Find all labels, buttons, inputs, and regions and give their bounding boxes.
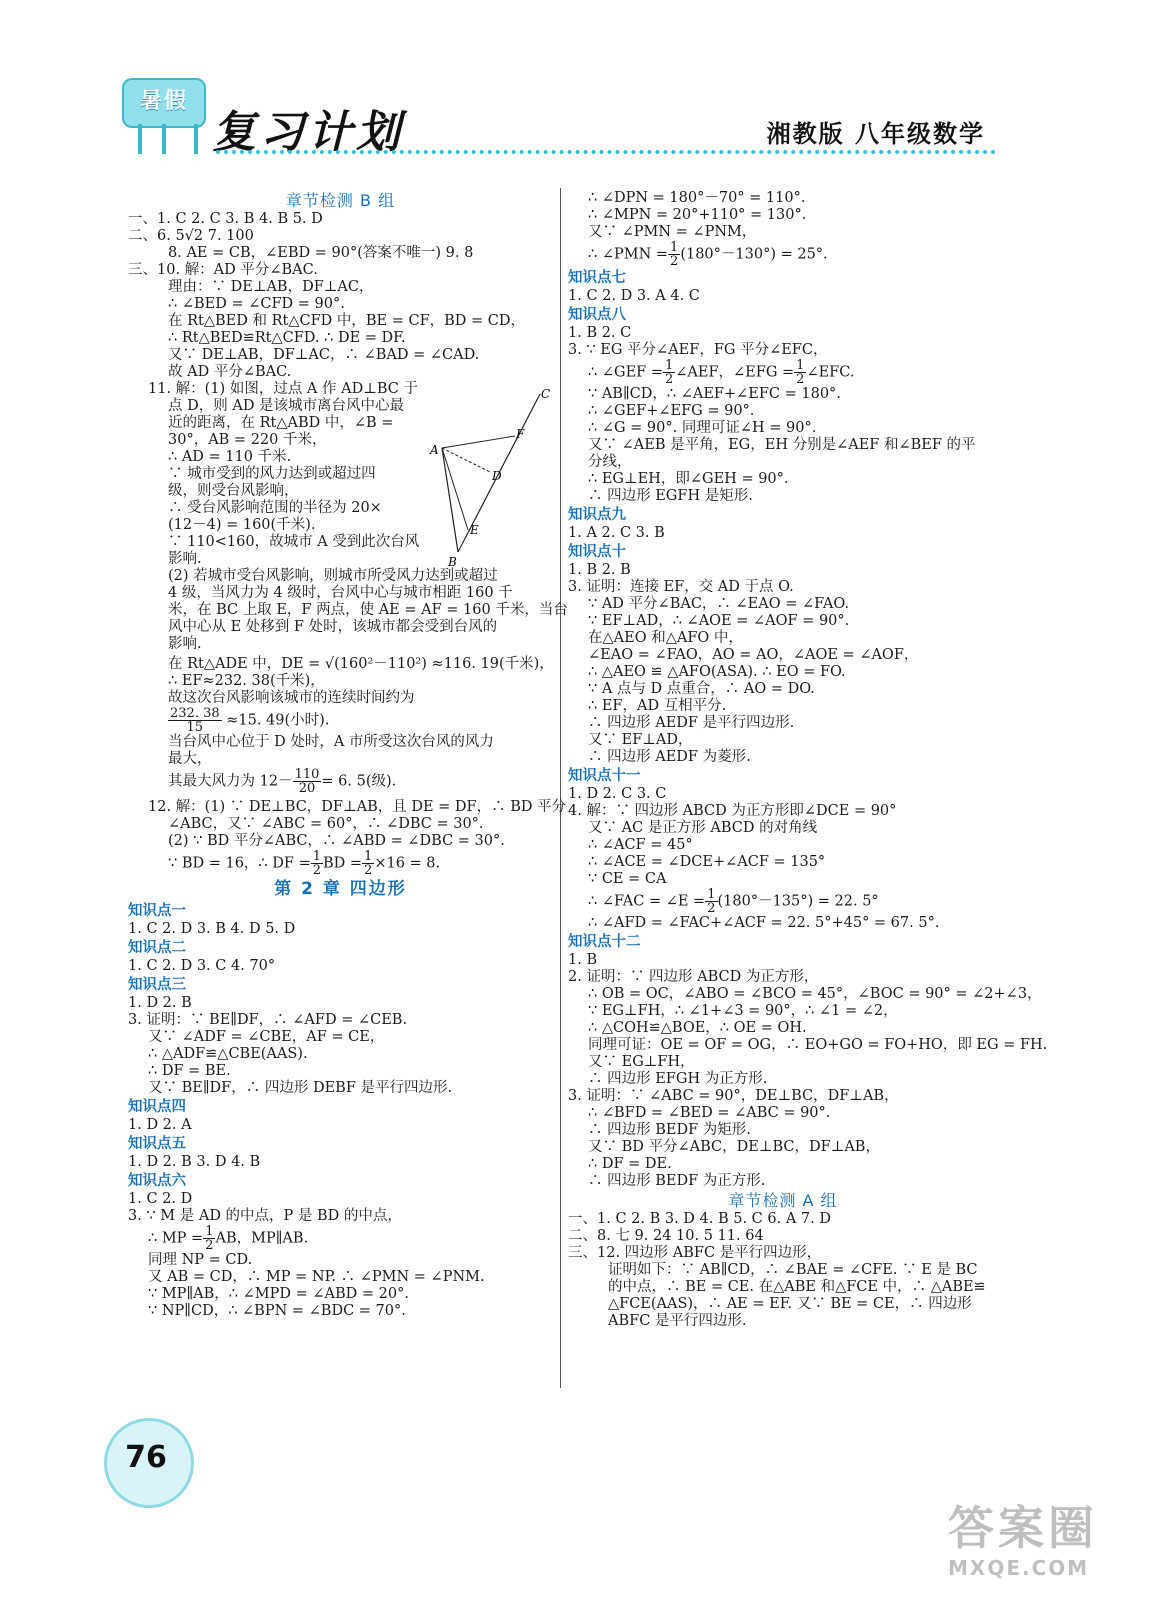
- fraction-line: $\frac{232. 38}{15}$ ≈15. 49(小时).: [170, 706, 330, 735]
- answer-line: 故这次台风影响该城市的连续时间约为: [168, 690, 415, 706]
- answer-line: ∴ EF≈232. 38(千米)，: [168, 673, 325, 689]
- answer-line: 二、8. 七 9. 24 10. 5 11. 64: [568, 1228, 764, 1244]
- label-c: C: [541, 388, 551, 401]
- watermark-text: 答案圈: [948, 1501, 1098, 1555]
- edition-label: 湘教版 八年级数学: [766, 119, 985, 148]
- fraction: $\frac{1}{2}$: [707, 887, 716, 916]
- answer-line: ∴ 受台风影响范围的半径为 20×: [168, 500, 382, 516]
- fraction-line: 其最大风力为 12－ $\frac{110}{20}$ = 6. 5(级).: [168, 767, 397, 796]
- label-e: E: [470, 523, 479, 537]
- answer-line: ∴ DF = DE.: [588, 1156, 672, 1172]
- segment-ab: [442, 448, 458, 552]
- header-dotted-rule: [216, 150, 996, 154]
- answer-line: ∵ AD 平分∠BAC，∴ ∠EAO = ∠FAO.: [588, 596, 850, 612]
- knowledge-point-heading: 知识点二: [128, 940, 186, 956]
- answer-line: ∵ EF⊥AD，∴ ∠AOE = ∠AOF = 90°.: [588, 613, 850, 629]
- fraction-line: ∴ ∠FAC = ∠E = $\frac{1}{2}$ (180°－135°) = 22. 5°: [588, 887, 879, 916]
- answer-line: 又∵ DE⊥AB，DF⊥AC，∴ ∠BAD = ∠CAD.: [168, 347, 480, 363]
- knowledge-point-heading: 知识点七: [568, 270, 626, 286]
- answer-line: 点 D，则 AD 是该城市离台风中心最: [168, 398, 405, 414]
- answer-line: ∴ ∠ACE = ∠DCE+∠ACF = 135°: [588, 854, 826, 870]
- answer-line: 11. 解：(1) 如图，过点 A 作 AD⊥BC 于: [148, 381, 418, 397]
- chapter-title: 第 2 章 四边形: [274, 879, 407, 899]
- label-a: A: [430, 443, 439, 457]
- answer-line: ∴ OB = OC，∠ABO = ∠BCO = 45°，∠BOC = 90° = ∠2+∠3，: [588, 986, 1042, 1002]
- answer-line: 1. B: [568, 952, 598, 968]
- easel-legs-icon: [138, 124, 198, 154]
- answer-line: 又∵ AC 是正方形 ABCD 的对角线: [588, 820, 818, 836]
- answer-line: ∵ NP∥CD，∴ ∠BPN = ∠BDC = 70°.: [148, 1303, 406, 1319]
- answer-line: 三、12. 四边形 ABFC 是平行四边形，: [568, 1245, 822, 1261]
- summer-badge: 暑假: [122, 78, 206, 128]
- fraction-line: ∵ BD = 16，∴ DF = $\frac{1}{2}$ BD = $\frac{1}{2}$ ×16 = 8.: [168, 849, 441, 878]
- answer-line: 1. D 2. B: [128, 995, 192, 1011]
- answer-line: 1. B 2. C: [568, 325, 632, 341]
- answer-line: 又∵ BE∥DF，∴ 四边形 DEBF 是平行四边形.: [148, 1080, 453, 1096]
- answer-line: △FCE(AAS)，∴ AE = EF. 又∵ BE = CE，∴ 四边形: [608, 1296, 972, 1312]
- answer-line: 在 Rt△ADE 中，DE = √(160²－110²) ≈116. 19(千米)，: [168, 656, 554, 672]
- answer-line: ∴ EG⊥EH，即∠GEH = 90°.: [588, 471, 789, 487]
- answer-line: (12－4) = 160(千米).: [168, 517, 316, 533]
- answer-line: ∴ ∠G = 90°. 同理可证∠H = 90°.: [588, 420, 817, 436]
- knowledge-point-heading: 知识点一: [128, 903, 186, 919]
- typhoon-triangle-diagram: [428, 388, 556, 568]
- fraction: $\frac{1}{2}$: [205, 1224, 214, 1253]
- answer-line: ∴ 四边形 EGFH 是矩形.: [588, 488, 753, 504]
- answer-line: 1. C 2. D: [128, 1191, 193, 1207]
- answer-line: 30°，AB = 220 千米，: [168, 432, 327, 448]
- watermark-logo: [948, 1500, 1148, 1596]
- answer-line: 又∵ EG⊥FH，: [588, 1054, 695, 1070]
- answer-line: 理由：∵ DE⊥AB，DF⊥AC，: [168, 279, 374, 295]
- answer-line: ∴ ∠AFD = ∠FAC+∠ACF = 22. 5°+45° = 67. 5°.: [588, 915, 940, 931]
- answer-line: 风中心从 E 处移到 F 处时，该城市都会受到台风的: [168, 619, 498, 635]
- answer-line: 3. 证明：连接 EF，交 AD 于点 O.: [568, 579, 794, 595]
- answer-line: 1. A 2. C 3. B: [568, 525, 665, 541]
- fraction: $\frac{232. 38}{15}$: [170, 706, 220, 735]
- fraction: $\frac{1}{2}$: [364, 849, 373, 878]
- knowledge-point-heading: 知识点十一: [568, 768, 641, 784]
- answer-line: 4 级，当风力为 4 级时，台风中心与城市相距 160 千: [168, 585, 513, 601]
- answer-line: 1. D 2. B 3. D 4. B: [128, 1154, 261, 1170]
- answer-line: 故 AD 平分∠BAC.: [168, 364, 292, 380]
- fraction-line: ∴ ∠PMN = $\frac{1}{2}$ (180°－130°) = 25°.: [588, 240, 828, 269]
- answer-line: ∴ AD = 110 千米.: [168, 449, 292, 465]
- knowledge-point-heading: 知识点六: [128, 1173, 186, 1189]
- answer-line: ∴ 四边形 EFGH 为正方形.: [588, 1071, 768, 1087]
- answer-line: ∵ AB∥CD，∴ ∠AEF+∠EFC = 180°.: [588, 386, 841, 402]
- answer-line: ∴ ∠GEF+∠EFG = 90°.: [588, 403, 755, 419]
- answer-line: 同理可证：OE = OF = OG，∴ EO+GO = FO+HO，即 EG = FH.: [588, 1037, 1048, 1053]
- answer-line: 同理 NP = CD.: [148, 1252, 253, 1268]
- answer-line: 影响.: [168, 551, 202, 567]
- fraction: $\frac{1}{2}$: [664, 358, 674, 387]
- answer-line: 1. C 2. D 3. A 4. C: [568, 288, 700, 304]
- answer-line: ∴ 四边形 BEDF 为正方形.: [588, 1173, 766, 1189]
- answer-line: ∴ ∠MPN = 20°+110° = 130°.: [588, 207, 807, 223]
- knowledge-point-heading: 知识点十二: [568, 934, 641, 950]
- answer-line: (2) 若城市受台风影响，则城市所受风力达到或超过: [168, 568, 498, 584]
- answer-line: 又 AB = CD，∴ MP = NP. ∴ ∠PMN = ∠PNM.: [148, 1269, 485, 1285]
- knowledge-point-heading: 知识点三: [128, 977, 186, 993]
- answer-line: 1. C 2. D 3. B 4. D 5. D: [128, 921, 296, 937]
- answer-line: ∴ ∠BED = ∠CFD = 90°.: [168, 296, 345, 312]
- answer-line: ∴ DF = BE.: [148, 1063, 231, 1079]
- answer-line: ∠EAO = ∠FAO，AO = AO，∠AOE = ∠AOF，: [588, 647, 919, 663]
- answer-line: 证明如下：∵ AB∥CD，∴ ∠BAE = ∠CFE. ∵ E 是 BC: [608, 1262, 978, 1278]
- knowledge-point-heading: 知识点九: [568, 507, 626, 523]
- answer-line: ∴ 四边形 BEDF 为矩形.: [588, 1122, 751, 1138]
- answer-line: 3. 证明：∵ BE∥DF，∴ ∠AFD = ∠CEB.: [128, 1012, 408, 1028]
- answer-line: 1. C 2. D 3. C 4. 70°: [128, 958, 276, 974]
- answer-line: 3. ∵ M 是 AD 的中点，P 是 BD 的中点，: [128, 1208, 402, 1224]
- answer-line: 级，则受台风影响，: [168, 483, 299, 499]
- answer-line: 2. 证明：∵ 四边形 ABCD 为正方形，: [568, 969, 819, 985]
- answer-line: 又∵ ∠PMN = ∠PNM，: [588, 224, 757, 240]
- answer-line: 12. 解：(1) ∵ DE⊥BC，DF⊥AB，且 DE = DF，∴ BD 平分: [148, 799, 567, 815]
- left-column: [128, 190, 568, 1320]
- answer-line: 最大，: [168, 751, 212, 767]
- fraction: $\frac{1}{2}$: [312, 849, 321, 878]
- answer-line: 一、1. C 2. C 3. B 4. B 5. D: [128, 211, 323, 227]
- fraction: $\frac{110}{20}$: [294, 767, 320, 796]
- answer-line: 又∵ ∠ADF = ∠CBE，AF = CE，: [148, 1029, 385, 1045]
- answer-line: 当台风中心位于 D 处时，A 市所受这次台风的风力: [168, 734, 494, 750]
- fraction: $\frac{1}{2}$: [670, 240, 679, 269]
- answer-line: 又∵ BD 平分∠ABC，DE⊥BC，DF⊥AB，: [588, 1139, 880, 1155]
- section-title-b: 章节检测 B 组: [285, 191, 396, 210]
- answer-line: ∵ A 点与 D 点重合，∴ AO = DO.: [588, 681, 815, 697]
- book-title: 复习计划: [212, 107, 404, 158]
- answer-line: 又∵ EF⊥AD，: [588, 732, 693, 748]
- section-title-a: 章节检测 A 组: [728, 1191, 838, 1210]
- answer-line: 二、6. 5√2 7. 100: [128, 228, 254, 244]
- answer-line: ∴ ∠BFD = ∠BED = ∠ABC = 90°.: [588, 1105, 831, 1121]
- knowledge-point-heading: 知识点八: [568, 307, 626, 323]
- answer-line: ABFC 是平行四边形.: [608, 1313, 747, 1329]
- fraction-line: ∴ MP = $\frac{1}{2}$ AB，MP∥AB.: [148, 1224, 309, 1253]
- answer-line: 一、1. C 2. B 3. D 4. B 5. C 6. A 7. D: [568, 1211, 831, 1227]
- answer-line: 分线，: [588, 454, 632, 470]
- fraction-line: ∴ ∠GEF = $\frac{1}{2}$ ∠AEF，∠EFG = $\frac{1}{2}$ ∠EFC.: [588, 358, 855, 387]
- answer-line: 的中点，∴ BE = CE. 在△ABE 和△FCE 中，∴ △ABE≌: [608, 1279, 986, 1295]
- segment-ae: [442, 448, 468, 530]
- answer-line: ∠ABC，又∵ ∠ABC = 60°，∴ ∠DBC = 30°.: [168, 816, 484, 832]
- answer-line: ∴ Rt△BED≌Rt△CFD. ∴ DE = DF.: [168, 330, 406, 346]
- answer-line: 1. B 2. B: [568, 562, 631, 578]
- label-f: F: [516, 427, 525, 441]
- answer-line: ∴ 四边形 AEDF 是平行四边形.: [588, 715, 795, 731]
- answer-line: ∴ △AEO ≌ △AFO(ASA). ∴ EO = FO.: [588, 664, 846, 680]
- answer-line: ∴ ∠DPN = 180°－70° = 110°.: [588, 190, 806, 206]
- answer-line: 1. D 2. A: [128, 1117, 192, 1133]
- answer-line: ∵ 城市受到的风力达到或超过四: [168, 466, 376, 482]
- answer-line: 3. 证明：∵ ∠ABC = 90°，DE⊥BC，DF⊥AB，: [568, 1088, 899, 1104]
- answer-line: ∴ △ADF≌△CBE(AAS).: [148, 1046, 308, 1062]
- answer-line: ∵ EG⊥FH，∴ ∠1+∠3 = 90°，∴ ∠1 = ∠2，: [588, 1003, 898, 1019]
- column-divider: [560, 188, 561, 1388]
- answer-line: 近的距离，在 Rt△ABD 中，∠B =: [168, 415, 394, 431]
- label-b: B: [448, 555, 457, 568]
- answer-line: 1. D 2. C 3. C: [568, 786, 667, 802]
- answer-line: 8. AE = CB，∠EBD = 90°(答案不唯一) 9. 8: [168, 245, 474, 261]
- answer-line: 3. ∵ EG 平分∠AEF，FG 平分∠EFC，: [568, 342, 828, 358]
- segment-af: [442, 436, 515, 448]
- answer-line: 影响.: [168, 636, 202, 652]
- knowledge-point-heading: 知识点四: [128, 1099, 186, 1115]
- page-header: [0, 0, 1155, 170]
- answer-line: ∴ ∠ACF = 45°: [588, 837, 693, 853]
- answer-line: 4. 解：∵ 四边形 ABCD 为正方形即∠DCE = 90°: [568, 803, 897, 819]
- right-column: [568, 190, 1048, 1330]
- segment-ad: [442, 448, 490, 472]
- watermark-url: MXQE.COM: [948, 1556, 1090, 1580]
- knowledge-point-heading: 知识点五: [128, 1136, 186, 1152]
- answer-line: ∵ MP∥AB，∴ ∠MPD = ∠ABD = 20°.: [148, 1286, 409, 1302]
- answer-line: 三、10. 解：AD 平分∠BAC.: [128, 262, 318, 278]
- answer-line: 又∵ ∠AEB 是平角，EG，EH 分别是∠AEF 和∠BEF 的平: [588, 437, 976, 453]
- label-d: D: [492, 469, 502, 483]
- answer-line: ∴ 四边形 AEDF 为菱形.: [588, 749, 751, 765]
- answer-line: 在△AEO 和△AFO 中，: [588, 630, 743, 646]
- answer-line: ∵ CE = CA: [588, 871, 667, 887]
- fraction: $\frac{1}{2}$: [796, 358, 805, 387]
- answer-line: ∵ 110<160，故城市 A 受到此次台风: [168, 534, 420, 550]
- answer-line: ∴ △COH≌△BOE，∴ OE = OH.: [588, 1020, 807, 1036]
- answer-line: ∴ EF，AD 互相平分.: [588, 698, 727, 714]
- page-number: 76: [125, 1440, 167, 1475]
- answer-line: 米，在 BC 上取 E，F 两点，使 AE = AF = 160 千米，当台: [168, 602, 568, 618]
- answer-line: (2) ∵ BD 平分∠ABC，∴ ∠ABD = ∠DBC = 30°.: [168, 833, 505, 849]
- knowledge-point-heading: 知识点十: [568, 544, 626, 560]
- answer-line: 在 Rt△BED 和 Rt△CFD 中，BE = CF，BD = CD，: [168, 313, 526, 329]
